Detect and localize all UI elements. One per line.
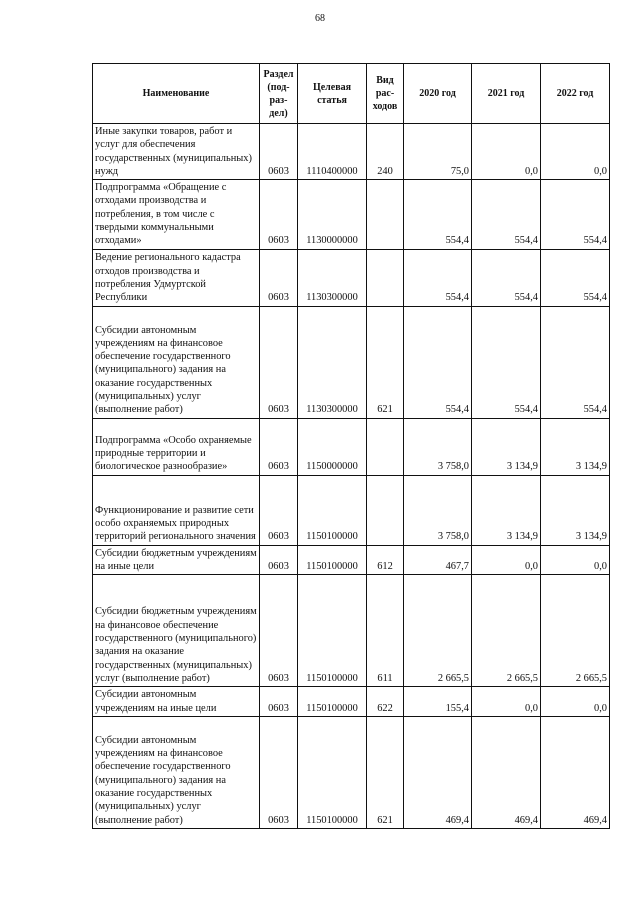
row-name: Субсидии автономным учреждениям на иные цели xyxy=(93,687,260,717)
row-section: 0603 xyxy=(260,687,298,717)
row-kind xyxy=(367,249,404,306)
row-kind: 621 xyxy=(367,716,404,828)
row-article: 1150100000 xyxy=(298,716,367,828)
row-2021: 3 134,9 xyxy=(472,475,541,545)
header-2022: 2022 год xyxy=(541,64,610,124)
row-2020: 469,4 xyxy=(404,716,472,828)
table-row xyxy=(93,545,610,575)
row-kind: 621 xyxy=(367,306,404,418)
row-section: 0603 xyxy=(260,545,298,575)
row-2020: 554,4 xyxy=(404,306,472,418)
row-name: Функционирование и развитие сети особо охраняемых природных территорий регионального значения xyxy=(93,475,260,545)
row-article: 1110400000 xyxy=(298,124,367,180)
row-2022: 469,4 xyxy=(541,716,610,828)
header-name: Наименование xyxy=(93,64,260,124)
table-row xyxy=(93,687,610,717)
row-2021: 0,0 xyxy=(472,687,541,717)
row-kind: 611 xyxy=(367,575,404,687)
row-section: 0603 xyxy=(260,180,298,249)
table-row xyxy=(93,475,610,545)
budget-table xyxy=(92,63,610,829)
row-2020: 3 758,0 xyxy=(404,475,472,545)
row-section: 0603 xyxy=(260,306,298,418)
row-name: Подпрограмма «Особо охраняемые природные территории и биологическое разнообразие» xyxy=(93,418,260,475)
row-article: 1130300000 xyxy=(298,249,367,306)
row-2022: 0,0 xyxy=(541,124,610,180)
table-row xyxy=(93,124,610,180)
row-2022: 2 665,5 xyxy=(541,575,610,687)
table-row xyxy=(93,418,610,475)
row-section: 0603 xyxy=(260,418,298,475)
row-2021: 0,0 xyxy=(472,124,541,180)
table-row xyxy=(93,249,610,306)
row-2020: 3 758,0 xyxy=(404,418,472,475)
row-name: Субсидии бюджетным учреждениям на финансовое обеспечение государственного (муниципального) задания на оказание государственных (муниципальных) услуг (выполнение работ) xyxy=(93,575,260,687)
row-section: 0603 xyxy=(260,249,298,306)
row-2020: 554,4 xyxy=(404,180,472,249)
table-row xyxy=(93,180,610,249)
row-name: Субсидии бюджетным учреждениям на иные цели xyxy=(93,545,260,575)
row-article: 1150100000 xyxy=(298,575,367,687)
row-kind xyxy=(367,418,404,475)
row-section: 0603 xyxy=(260,475,298,545)
row-name: Ведение регионального кадастра отходов производства и потребления Удмуртской Республики xyxy=(93,249,260,306)
row-section: 0603 xyxy=(260,124,298,180)
row-2020: 554,4 xyxy=(404,249,472,306)
row-2021: 0,0 xyxy=(472,545,541,575)
page-number: 68 xyxy=(315,13,325,24)
row-kind: 622 xyxy=(367,687,404,717)
row-section: 0603 xyxy=(260,716,298,828)
row-article: 1150000000 xyxy=(298,418,367,475)
row-2022: 554,4 xyxy=(541,249,610,306)
row-2022: 0,0 xyxy=(541,545,610,575)
row-kind: 240 xyxy=(367,124,404,180)
row-section: 0603 xyxy=(260,575,298,687)
row-name: Субсидии автономным учреждениям на финансовое обеспечение государственного (муниципального) задания на оказание государственных (муниципальных) услуг (выполнение работ) xyxy=(93,716,260,828)
row-article: 1130000000 xyxy=(298,180,367,249)
table-row xyxy=(93,306,610,418)
table-row xyxy=(93,575,610,687)
header-kind: Вид рас-ходов xyxy=(367,64,404,124)
row-2021: 3 134,9 xyxy=(472,418,541,475)
row-2021: 554,4 xyxy=(472,306,541,418)
row-2022: 3 134,9 xyxy=(541,475,610,545)
row-2022: 0,0 xyxy=(541,687,610,717)
header-2020: 2020 год xyxy=(404,64,472,124)
row-article: 1150100000 xyxy=(298,687,367,717)
row-2022: 554,4 xyxy=(541,180,610,249)
row-article: 1150100000 xyxy=(298,475,367,545)
row-2022: 554,4 xyxy=(541,306,610,418)
row-article: 1130300000 xyxy=(298,306,367,418)
row-2020: 467,7 xyxy=(404,545,472,575)
header-article: Целевая статья xyxy=(298,64,367,124)
row-kind xyxy=(367,475,404,545)
header-section: Раздел (под-раз-дел) xyxy=(260,64,298,124)
row-name: Субсидии автономным учреждениям на финансовое обеспечение государственного (муниципального) задания на оказание государственных (муниципальных) услуг (выполнение работ) xyxy=(93,306,260,418)
row-article: 1150100000 xyxy=(298,545,367,575)
row-name: Подпрограмма «Обращение с отходами производства и потребления, в том числе с твердыми коммунальными отходами» xyxy=(93,180,260,249)
row-name: Иные закупки товаров, работ и услуг для обеспечения государственных (муниципальных) нужд xyxy=(93,124,260,180)
table-row xyxy=(93,716,610,828)
header-2021: 2021 год xyxy=(472,64,541,124)
row-2021: 554,4 xyxy=(472,249,541,306)
row-2020: 75,0 xyxy=(404,124,472,180)
row-2021: 2 665,5 xyxy=(472,575,541,687)
table-header-row xyxy=(93,64,610,124)
row-2020: 155,4 xyxy=(404,687,472,717)
row-2021: 554,4 xyxy=(472,180,541,249)
row-2022: 3 134,9 xyxy=(541,418,610,475)
row-kind xyxy=(367,180,404,249)
row-2020: 2 665,5 xyxy=(404,575,472,687)
row-kind: 612 xyxy=(367,545,404,575)
row-2021: 469,4 xyxy=(472,716,541,828)
